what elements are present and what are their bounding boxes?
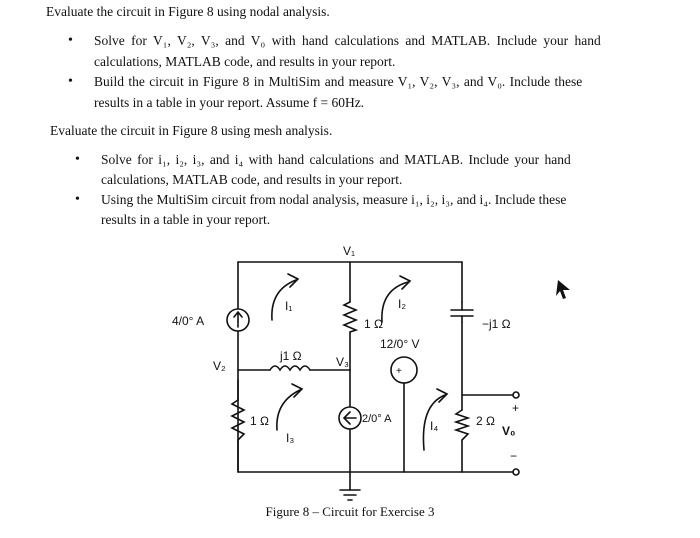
label-i3: I₃	[286, 431, 295, 445]
terminal-minus	[513, 469, 519, 475]
cursor-arrow-icon	[556, 280, 570, 299]
resistor-mid	[344, 302, 356, 332]
label-resistor-left: 1 Ω	[250, 414, 269, 428]
label-vo-plus: +	[512, 401, 520, 415]
terminal-plus	[513, 392, 519, 398]
nodal-bullet2-line2: results in a table in your report. Assume f = 60Hz.	[94, 95, 365, 110]
nodal-bullet1-line1: Solve for V₁, V₂, V₃, and V₀ with hand calculations and MATLAB. Include your hand	[94, 33, 601, 48]
bullet: •	[68, 74, 73, 89]
mesh-arrow-i3	[277, 390, 300, 430]
label-current-source-2a: 2/0° A	[362, 413, 392, 425]
label-v3: V₃	[336, 355, 349, 369]
nodal-heading: Evaluate the circuit in Figure 8 using nodal analysis.	[46, 4, 330, 19]
label-inductor: j1 Ω	[280, 349, 302, 363]
label-v2: V₂	[213, 359, 226, 373]
mesh-bullet2-line2: results in a table in your report.	[101, 212, 271, 227]
label-voltage-source: 12/0° V	[380, 337, 420, 351]
capacitor	[451, 310, 473, 316]
ground-symbol	[340, 490, 360, 500]
label-capacitor: −j1 Ω	[482, 317, 511, 331]
label-vo: V₀	[502, 424, 516, 438]
inductor	[270, 366, 310, 370]
voltage-source	[391, 357, 417, 383]
mesh-bullet1-line1: Solve for i₁, i₂, i₃, and i₄ with hand calculations and MATLAB. Include your hand	[101, 152, 571, 167]
label-resistor-mid: 1 Ω	[364, 317, 383, 331]
nodal-bullet1-line2: calculations, MATLAB code, and results in your report.	[94, 54, 396, 69]
label-voltage-source-sign: +	[396, 366, 402, 377]
mesh-heading: Evaluate the circuit in Figure 8 using mesh analysis.	[50, 123, 333, 138]
label-i4: I₄	[430, 419, 439, 433]
bullet: •	[75, 152, 80, 167]
label-resistor-right: 2 Ω	[476, 414, 495, 428]
label-vo-minus: −	[510, 449, 518, 463]
label-i2: I₂	[398, 297, 406, 311]
mesh-bullet1-line2: calculations, MATLAB code, and results in your report.	[101, 172, 403, 187]
nodal-bullet2-line1: Build the circuit in Figure 8 in MultiSim and measure V₁, V₂, V₃, and V₀. Include these	[94, 74, 583, 89]
bullet: •	[75, 192, 80, 207]
label-v1: V₁	[343, 244, 356, 258]
figure-caption: Figure 8 – Circuit for Exercise 3	[265, 504, 435, 519]
label-i1: I₁	[285, 299, 293, 313]
bullet: •	[68, 33, 73, 48]
resistor-right	[456, 410, 468, 440]
mesh-bullet2-line1: Using the MultiSim circuit from nodal analysis, measure i₁, i₂, i₃, and i₄. Include these	[101, 192, 567, 207]
label-current-source-4a: 4/0° A	[172, 314, 205, 328]
